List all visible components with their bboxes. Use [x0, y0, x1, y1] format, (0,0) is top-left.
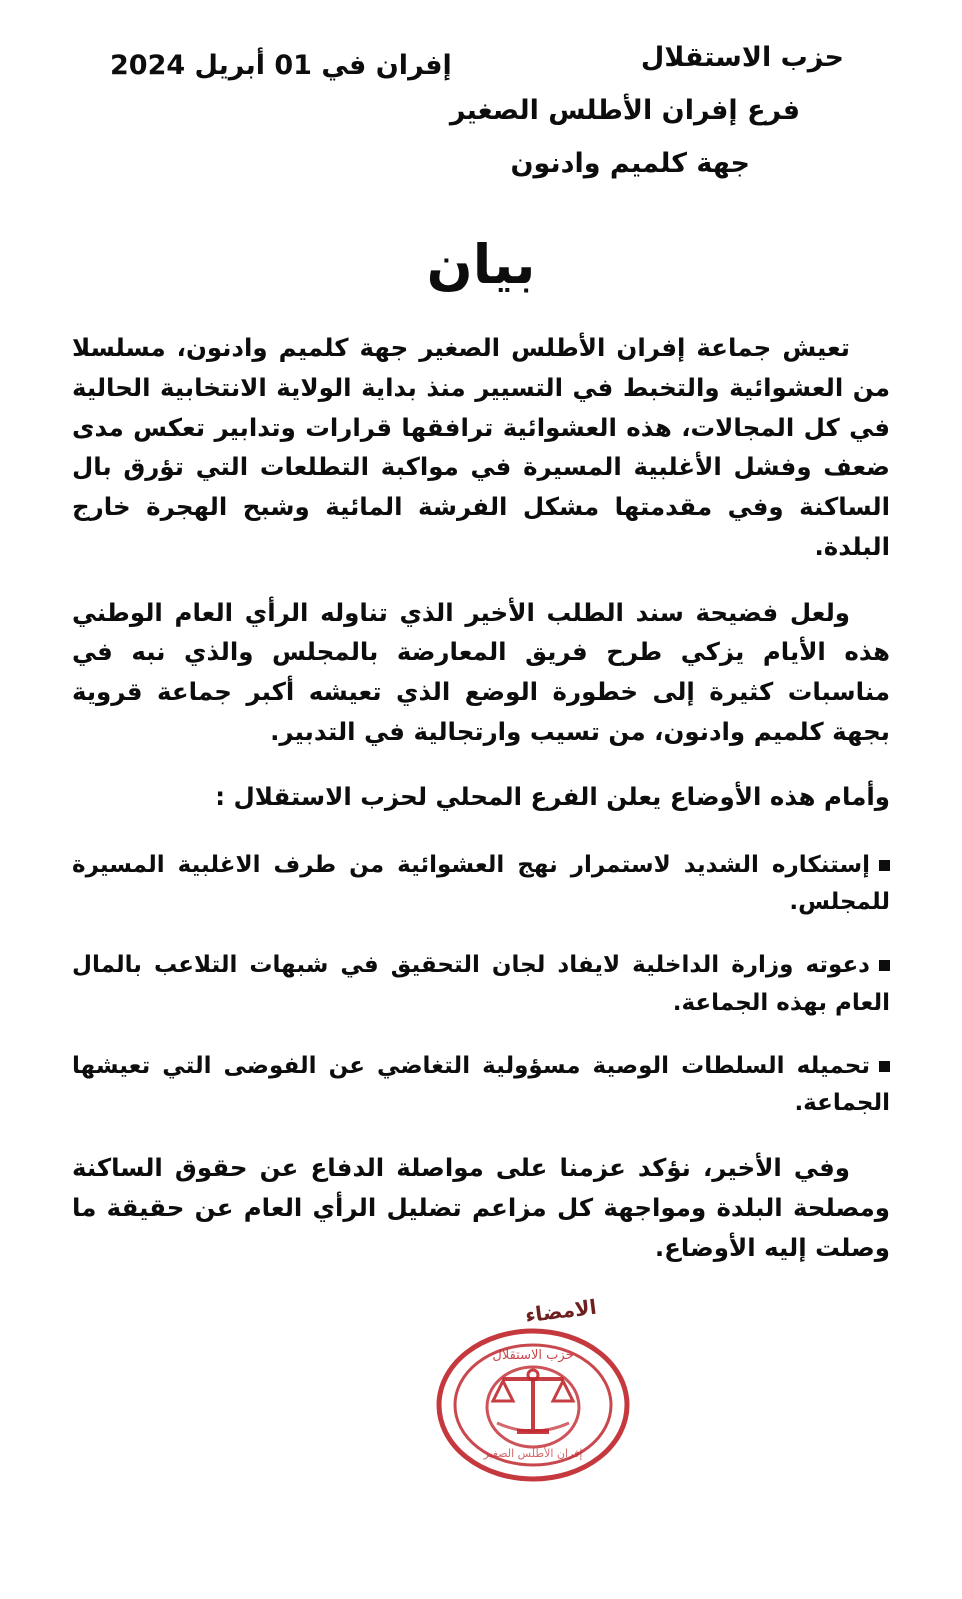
closing-paragraph: وفي الأخير، نؤكد عزمنا على مواصلة الدفاع عن حقوق الساكنة ومصلحة البلدة ومواجهة كل مزاعم تضليل الرأي العام عن حقيقة ما وصلت إليه الأوضاع.	[72, 1153, 890, 1262]
announcement-lead: وأمام هذه الأوضاع يعلن الفرع المحلي لحزب الاستقلال :	[215, 782, 890, 812]
square-bullet-icon	[879, 1061, 890, 1072]
paragraph-1: تعيش جماعة إفران الأطلس الصغير جهة كلميم وادنون، مسلسلا من العشوائية والتخبط في التسيير منذ بداية الولاية الانتخابية الحالية في كل المجالات، هذه العشوائية ترافقها قرارات وتدابير تعكس مدى ضعف وفشل الأغلبية المسيرة في مواكبة التطلعات التي تؤرق بال الساكنة وفي مقدمتها مشكل الفرشة المائية وشبح الهجرة خارج البلدة.	[72, 333, 890, 561]
list-item	[72, 847, 890, 922]
signature-label: الامضاء	[523, 1294, 598, 1328]
party-stamp	[430, 1325, 636, 1485]
square-bullet-icon	[879, 960, 890, 971]
list-item	[72, 1048, 890, 1123]
list-item-text: تحميله السلطات الوصية مسؤولية التغاضي عن الفوضى التي تعيشها الجماعة.	[72, 1052, 890, 1117]
list-item	[72, 947, 890, 1022]
document-body	[72, 328, 890, 1267]
letterhead	[72, 44, 890, 177]
square-bullet-icon	[879, 860, 890, 871]
svg-text:حزب الاستقلال: حزب الاستقلال	[492, 1348, 574, 1363]
region-name: جهة كلميم وادنون	[510, 148, 750, 179]
list-item-text: دعوته وزارة الداخلية لايفاد لجان التحقيق في شبهات التلاعب بالمال العام بهذه الجماعة.	[72, 952, 890, 1016]
list-item-text: إستنكاره الشديد لاستمرار نهج العشوائية من طرف الاغلبية المسيرة للمجلس.	[72, 851, 890, 916]
place-and-date: إفران في 01 أبريل 2024	[110, 50, 452, 81]
paragraph-2: ولعل فضيحة سند الطلب الأخير الذي تناوله الرأي العام الوطني هذه الأيام يزكي طرح فريق المعارضة بالمجلس والذي نبه في مناسبات كثيرة إلى خطورة الوضع الذي تعيشه أكبر جماعة قروية بجهة كلميم وادنون، من تسيب وارتجالية في التدبير.	[72, 597, 890, 746]
document-title: بيان	[426, 233, 536, 296]
demands-list	[72, 847, 890, 1123]
svg-text:إفران الأطلس الصغير: إفران الأطلس الصغير	[483, 1447, 583, 1460]
branch-name: فرع إفران الأطلس الصغير	[449, 95, 800, 126]
party-name: حزب الاستقلال	[640, 42, 844, 73]
signature-area	[0, 1294, 962, 1559]
